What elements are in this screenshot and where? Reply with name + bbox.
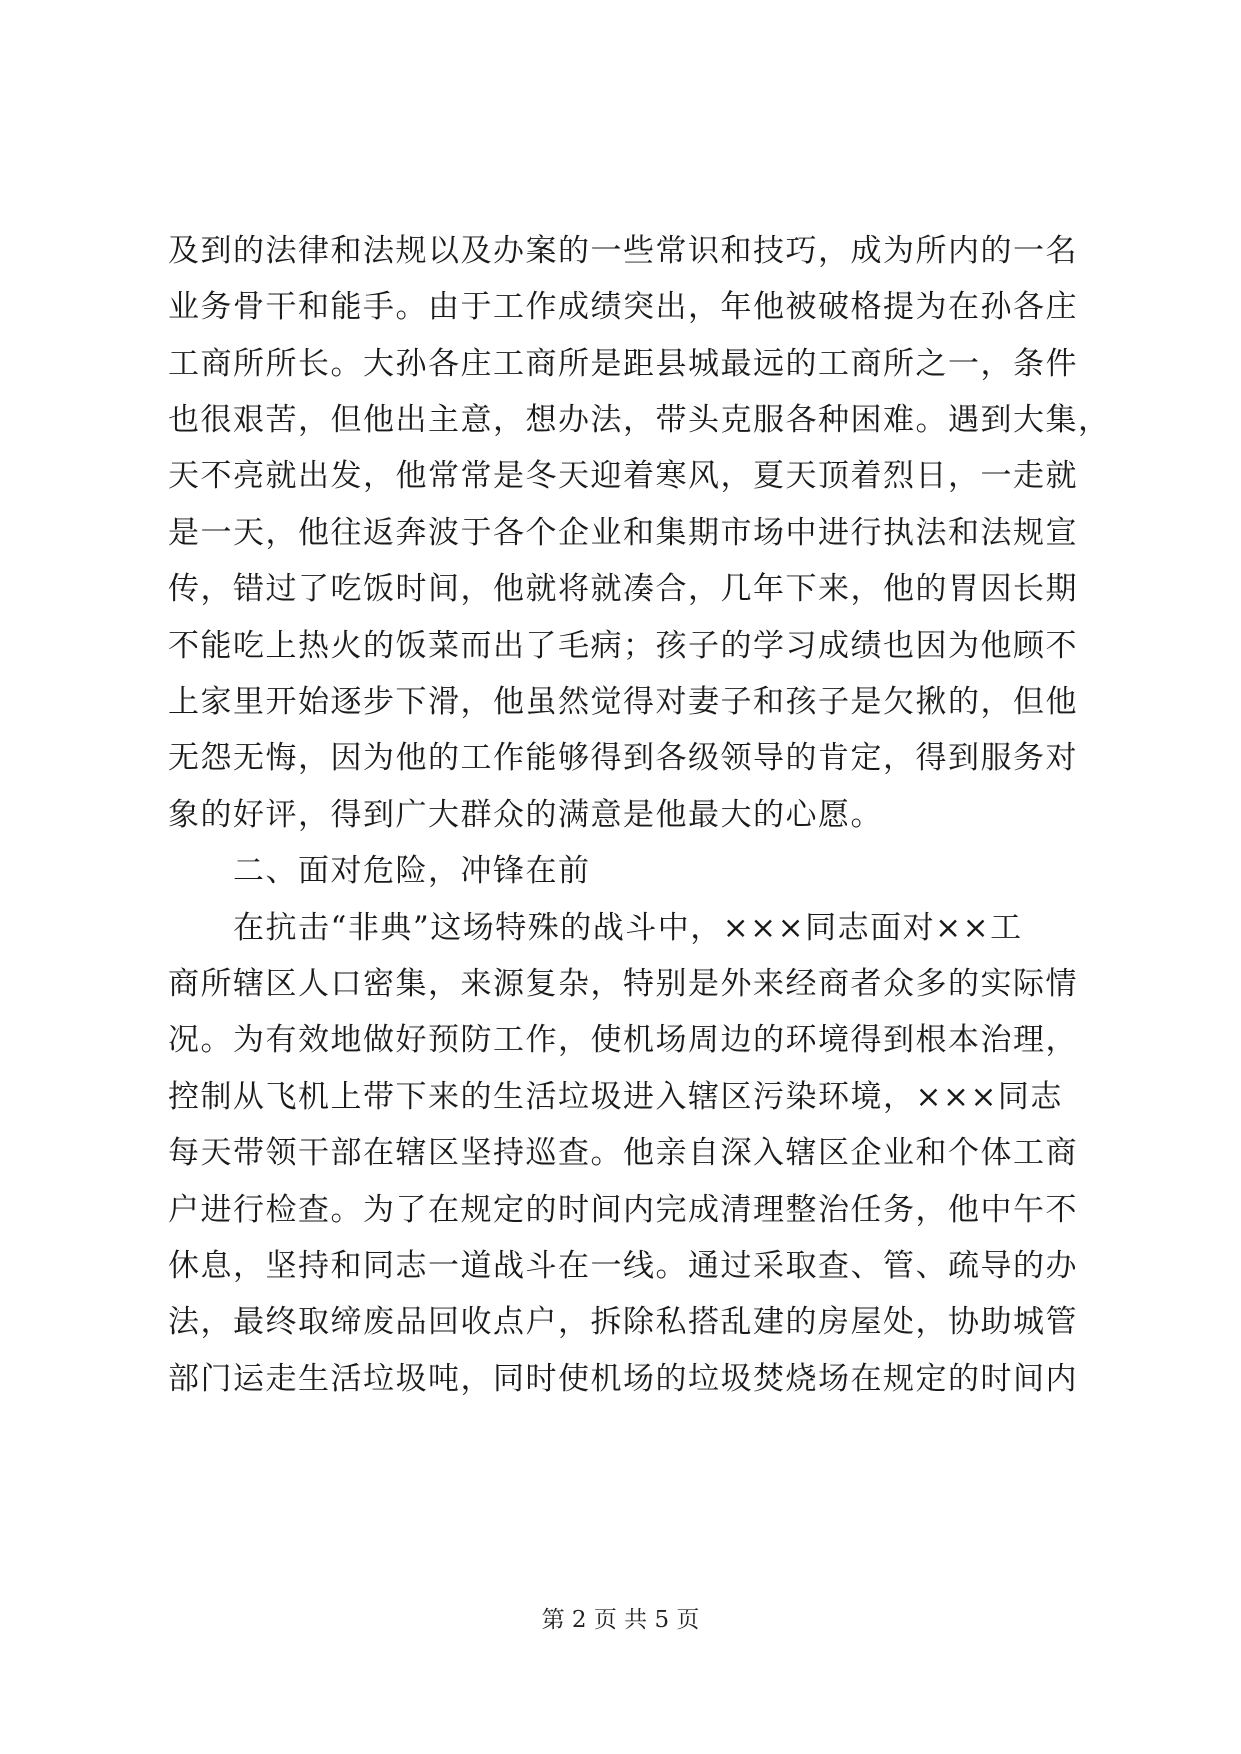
paragraph-line: 天不亮就出发，他常常是冬天迎着寒风，夏天顶着烈日，一走就 bbox=[168, 458, 1078, 494]
paragraph-line: 控制从飞机上带下来的生活垃圾进入辖区污染环境，×××同志 bbox=[168, 1079, 1063, 1115]
paragraph-line: 不能吃上热火的饭菜而出了毛病；孩子的学习成绩也因为他顾不 bbox=[168, 628, 1078, 664]
section-heading: 二、面对危险，冲锋在前 bbox=[168, 853, 591, 889]
paragraph-line: 户进行检查。为了在规定的时间内完成清理整治任务，他中午不 bbox=[168, 1192, 1078, 1228]
paragraph-line: 上家里开始逐步下滑，他虽然觉得对妻子和孩子是欠揪的，但他 bbox=[168, 684, 1078, 720]
paragraph-line: 传，错过了吃饭时间，他就将就凑合，几年下来，他的胃因长期 bbox=[168, 571, 1078, 607]
paragraph-line: 在抗击“非典”这场特殊的战斗中，×××同志面对××工 bbox=[168, 910, 1023, 946]
paragraph-line: 部门运走生活垃圾吨，同时使机场的垃圾焚烧场在规定的时间内 bbox=[168, 1361, 1078, 1397]
paragraph-line: 况。为有效地做好预防工作，使机场周边的环境得到根本治理， bbox=[168, 1022, 1078, 1058]
paragraph-line: 商所辖区人口密集，来源复杂，特别是外来经商者众多的实际情 bbox=[168, 966, 1078, 1002]
paragraph-line: 法，最终取缔废品回收点户，拆除私搭乱建的房屋处，协助城管 bbox=[168, 1304, 1078, 1340]
paragraph-line: 休息，坚持和同志一道战斗在一线。通过采取查、管、疏导的办 bbox=[168, 1248, 1078, 1284]
paragraph-line: 及到的法律和法规以及办案的一些常识和技巧，成为所内的一名 bbox=[168, 233, 1078, 269]
page-number-footer: 第 2 页 共 5 页 bbox=[541, 1607, 700, 1633]
paragraph-line: 每天带领干部在辖区坚持巡查。他亲自深入辖区企业和个体工商 bbox=[168, 1135, 1078, 1171]
paragraph-line: 是一天，他往返奔波于各个企业和集期市场中进行执法和法规宣 bbox=[168, 515, 1078, 551]
paragraph-line: 无怨无悔，因为他的工作能够得到各级领导的肯定，得到服务对 bbox=[168, 740, 1078, 776]
paragraph-line: 工商所所长。大孙各庄工商所是距县城最远的工商所之一，条件 bbox=[168, 346, 1078, 382]
paragraph-line: 业务骨干和能手。由于工作成绩突出，年他被破格提为在孙各庄 bbox=[168, 289, 1078, 325]
paragraph-line: 象的好评，得到广大群众的满意是他最大的心愿。 bbox=[168, 797, 883, 833]
paragraph-line: 也很艰苦，但他出主意，想办法，带头克服各种困难。遇到大集， bbox=[168, 402, 1111, 438]
